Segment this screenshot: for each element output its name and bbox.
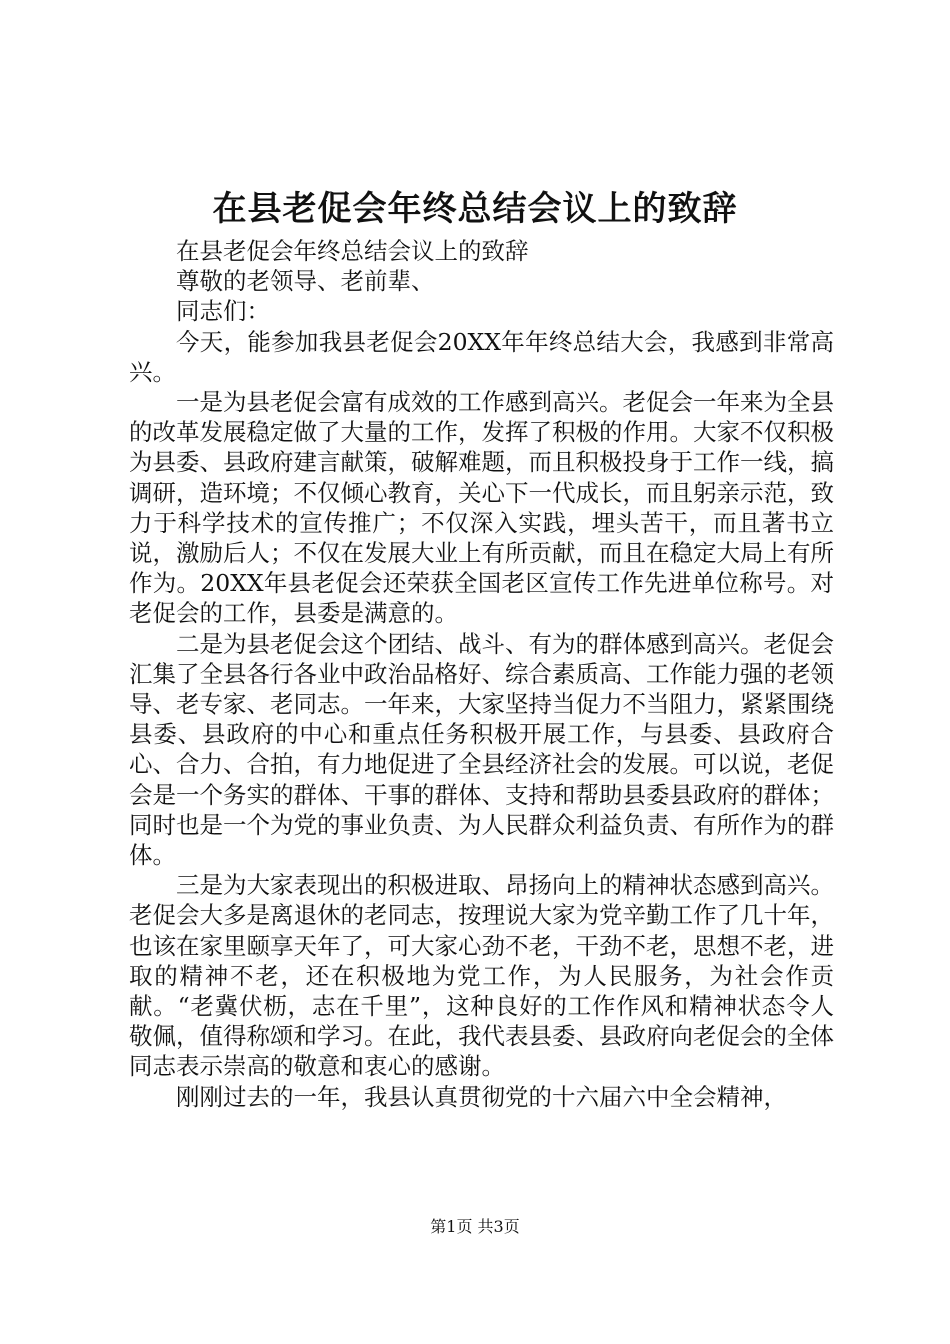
paragraph-opening: 今天，能参加我县老促会20XX年年终总结大会，我感到非常高兴。 [129,327,834,386]
salutation-line-2: 同志们： [176,297,270,326]
page-number-footer: 第1页 共3页 [430,1217,520,1236]
salutation-line-1: 尊敬的老领导、老前辈、 [176,267,435,296]
document-body [129,236,834,1112]
paragraph-third-point: 三是为大家表现出的积极进取、昂扬向上的精神状态感到高兴。老促会大多是离退休的老同志，按理说大家为党辛勤工作了几十年，也该在家里颐享天年了，可大家心劲不老，干劲不老，思想不老，进取的精神不老，还在积极地为党工作，为人民服务，为社会作贡献。“老冀伏枥，志在千里”，这种良好的工作作风和精神状态令人敬佩，值得称颂和学习。在此，我代表县委、县政府向老促会的全体同志表示崇高的敬意和衷心的感谢。 [129,871,834,1081]
body-subtitle: 在县老促会年终总结会议上的致辞 [176,237,529,265]
paragraph-first-point: 一是为县老促会富有成效的工作感到高兴。老促会一年来为全县的改革发展稳定做了大量的工作，发挥了积极的作用。大家不仅积极为县委、县政府建言献策，破解难题，而且积极投身于工作一线，搞调研，造环境；不仅倾心教育，关心下一代成长，而且躬亲示范，致力于科学技术的宣传推广；不仅深入实践，埋头苦干，而且著书立说，激励后人；不仅在发展大业上有所贡献，而且在稳定大局上有所作为。20XX年县老促会还荣获全国老区宣传工作先进单位称号。对老促会的工作，县委是满意的。 [129,388,834,628]
document-title: 在县老促会年终总结会议上的致辞 [212,189,738,229]
paragraph-second-point: 二是为县老促会这个团结、战斗、有为的群体感到高兴。老促会汇集了全县各行各业中政治品格好、综合素质高、工作能力强的老领导、老专家、老同志。一年来，大家坚持当促力不当阻力，紧紧围绕县委、县政府的中心和重点任务积极开展工作，与县委、县政府合心、合力、合拍，有力地促进了全县经济社会的发展。可以说，老促会是一个务实的群体、干事的群体、支持和帮助县委县政府的群体；同时也是一个为党的事业负责、为人民群众利益负责、有所作为的群体。 [129,629,834,870]
paragraph-past-year: 刚刚过去的一年，我县认真贯彻党的十六届六中全会精神， [176,1082,787,1111]
